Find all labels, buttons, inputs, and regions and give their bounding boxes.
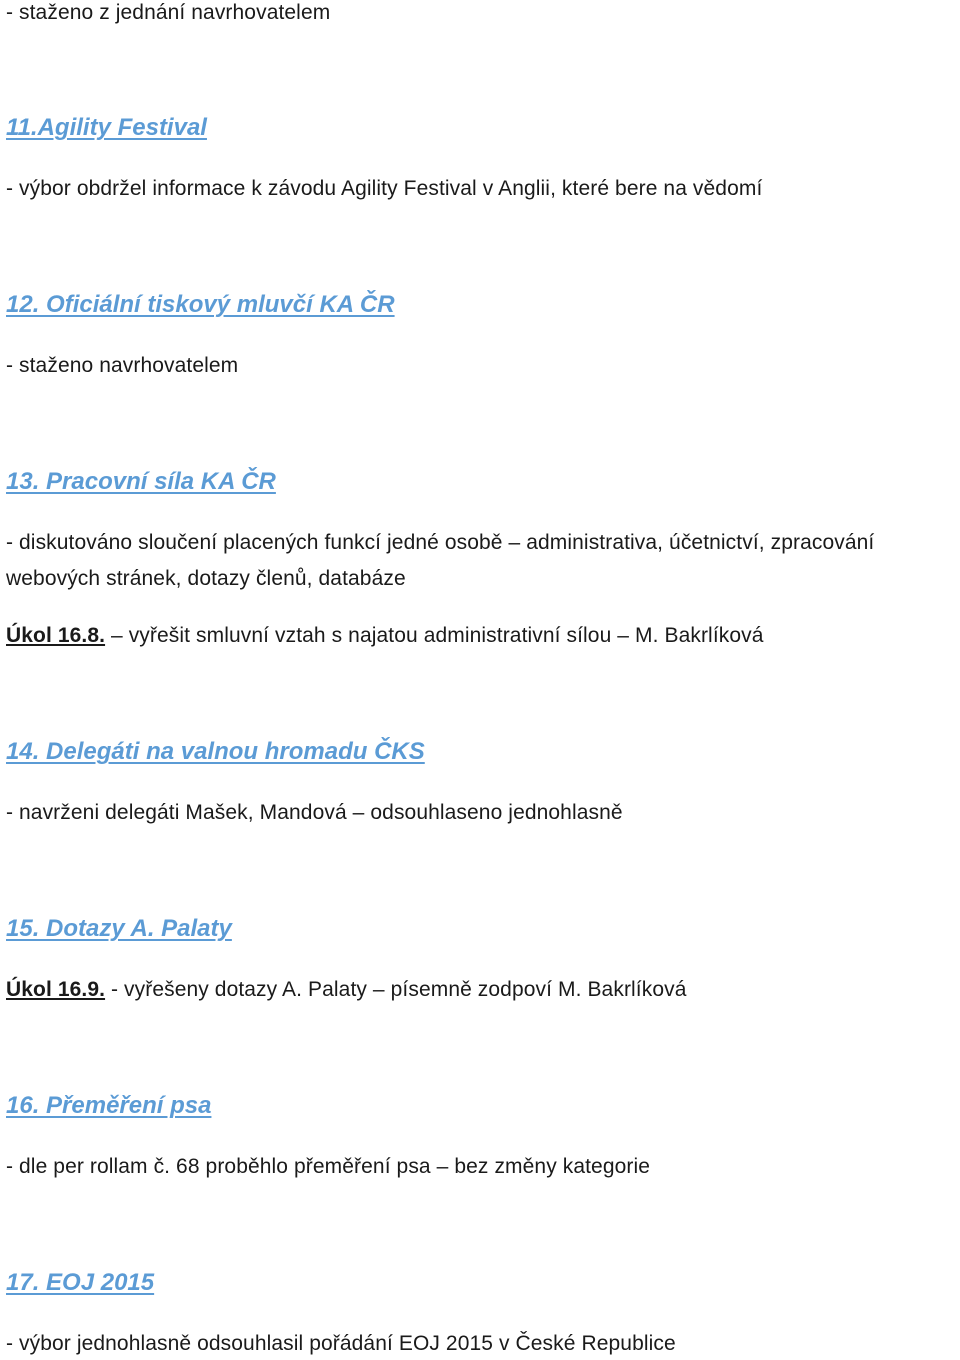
section-heading-11: 11.Agility Festival (6, 114, 207, 141)
task-line-16-8 (6, 623, 764, 649)
task-text: - vyřešeny dotazy A. Palaty – písemně zodpoví M. Bakrlíková (105, 978, 687, 1001)
task-label: Úkol 16.8. (6, 624, 106, 647)
section-heading-15: 15. Dotazy A. Palaty (6, 915, 232, 942)
section-heading-14: 14. Delegáti na valnou hromadu ČKS (6, 738, 425, 765)
section-text-14: - navrženi delegáti Mašek, Mandová – odsouhlaseno jednohlasně (6, 801, 623, 824)
task-line-16-9 (6, 977, 687, 1003)
section-heading-16: 16. Přeměření psa (6, 1092, 212, 1119)
section-heading-13: 13. Pracovní síla KA ČR (6, 468, 276, 495)
section-text-13-line2: webových stránek, dotazy členů, databáze (6, 567, 406, 590)
section-heading-12: 12. Oficiální tiskový mluvčí KA ČR (6, 291, 395, 318)
section-text-17: - výbor jednohlasně odsouhlasil pořádání EOJ 2015 v České Republice (6, 1332, 676, 1355)
top-note: - staženo z jednání navrhovatelem (6, 1, 331, 24)
section-text-11: - výbor obdržel informace k závodu Agility Festival v Anglii, které bere na vědomí (6, 177, 763, 200)
section-text-13-line1: - diskutováno sloučení placených funkcí jedné osobě – administrativa, účetnictví, zpracování (6, 531, 875, 554)
section-text-16: - dle per rollam č. 68 proběhlo přeměření psa – bez změny kategorie (6, 1155, 651, 1178)
task-text: – vyřešit smluvní vztah s najatou administrativní sílou – M. Bakrlíková (105, 624, 764, 647)
section-heading-17: 17. EOJ 2015 (6, 1269, 155, 1296)
task-label: Úkol 16.9. (6, 978, 106, 1001)
section-text-12: - staženo navrhovatelem (6, 354, 239, 377)
